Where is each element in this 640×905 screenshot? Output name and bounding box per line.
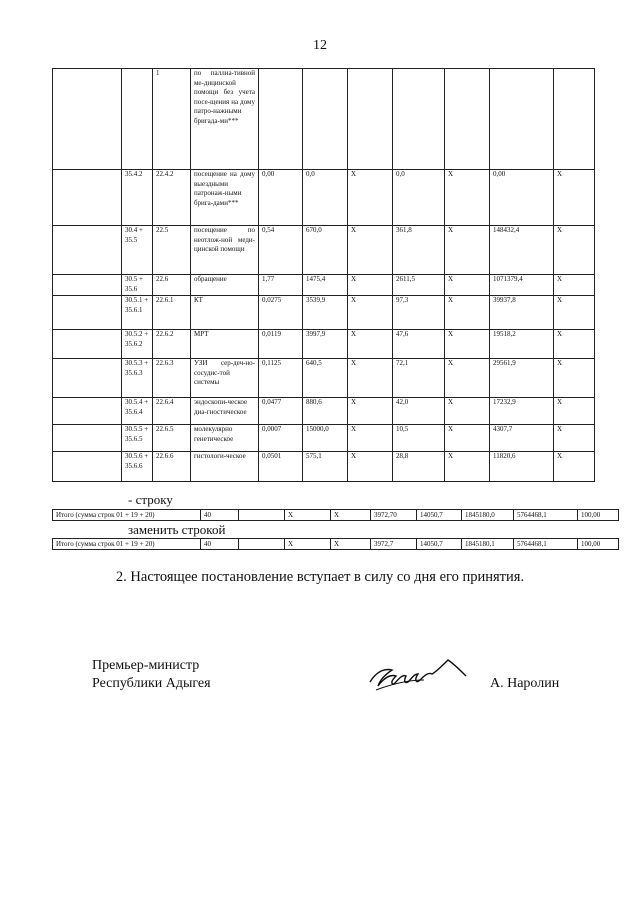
new-total-row — [52, 538, 619, 550]
table-cell — [53, 425, 122, 452]
table-cell: X — [348, 452, 393, 482]
table-cell: 0,0119 — [259, 330, 303, 359]
table-cell: X — [348, 170, 393, 226]
table-cell: посещение на дому выездными патронаж-ными брига-дами*** — [191, 170, 259, 226]
label-replace: заменить строкой — [128, 522, 226, 537]
total-cell: 1845180,0 — [462, 510, 514, 521]
table-cell — [53, 275, 122, 296]
table-cell: 15000,0 — [303, 425, 348, 452]
table-cell — [259, 69, 303, 170]
table-cell: 17232,9 — [490, 398, 554, 425]
table-cell: X — [445, 275, 490, 296]
signature-name: А. Наролин — [490, 676, 560, 691]
label-row: - строку — [128, 492, 173, 507]
table-cell: X — [348, 226, 393, 275]
total-cell: Итого (сумма строк 01 + 19 + 20) — [53, 510, 201, 521]
table-cell: X — [554, 398, 595, 425]
table-cell: 39937,8 — [490, 296, 554, 330]
total-cell: Итого (сумма строк 01 + 19 + 20) — [53, 539, 201, 550]
table-cell: 1 — [153, 69, 191, 170]
total-cell: 5764468,1 — [514, 539, 578, 550]
table-cell: посещение по неотлож-ной меди-цинской помощи — [191, 226, 259, 275]
table-cell: гистологи-ческое — [191, 452, 259, 482]
table-cell: 30.5 + 35.6 — [122, 275, 153, 296]
table-cell: X — [554, 226, 595, 275]
table-cell: 0,00 — [490, 170, 554, 226]
table-cell: УЗИ сер-деч-но-сосудис-той системы — [191, 359, 259, 398]
table-cell: X — [554, 296, 595, 330]
table-cell: X — [445, 170, 490, 226]
table-cell: 30.5.4 + 35.6.4 — [122, 398, 153, 425]
table-row — [53, 69, 595, 170]
table-cell: 1071379,4 — [490, 275, 554, 296]
table-cell: X — [445, 226, 490, 275]
table-cell: X — [348, 398, 393, 425]
total-cell — [239, 510, 285, 521]
table-cell — [53, 170, 122, 226]
table-cell — [490, 69, 554, 170]
table-cell: 30.5.5 + 35.6.5 — [122, 425, 153, 452]
table-row — [53, 330, 595, 359]
table-row — [53, 452, 595, 482]
old-total-row — [52, 509, 619, 521]
table-cell: X — [445, 425, 490, 452]
total-cell: 14050,7 — [417, 539, 462, 550]
table-cell: X — [445, 452, 490, 482]
table-cell: X — [445, 296, 490, 330]
table-cell: 30.5.1 + 35.6.1 — [122, 296, 153, 330]
table-cell: X — [348, 330, 393, 359]
table-cell — [122, 69, 153, 170]
table-cell: КТ — [191, 296, 259, 330]
table-cell: 0,0 — [393, 170, 445, 226]
table-cell: 575,1 — [303, 452, 348, 482]
total-cell: 100,00 — [578, 510, 619, 521]
table-cell: X — [554, 425, 595, 452]
table-cell: 3997,9 — [303, 330, 348, 359]
total-cell: X — [285, 539, 331, 550]
total-cell: 100,00 — [578, 539, 619, 550]
total-cell: 3972,7 — [371, 539, 417, 550]
total-cell: 40 — [201, 510, 239, 521]
table-cell: 30.5.3 + 35.6.3 — [122, 359, 153, 398]
table-cell — [554, 69, 595, 170]
table-cell: 22.6.3 — [153, 359, 191, 398]
table-cell: 29561,9 — [490, 359, 554, 398]
table-row — [53, 226, 595, 275]
table-cell: 0,0501 — [259, 452, 303, 482]
table-cell: МРТ — [191, 330, 259, 359]
table-cell: 670,0 — [303, 226, 348, 275]
table-cell: 22.6.6 — [153, 452, 191, 482]
table-row — [53, 425, 595, 452]
table-cell: 0,00 — [259, 170, 303, 226]
table-cell — [348, 69, 393, 170]
table-cell: 30.4 + 35.5 — [122, 226, 153, 275]
table-cell: 42,0 — [393, 398, 445, 425]
table-cell — [303, 69, 348, 170]
table-row — [53, 398, 595, 425]
table-cell: 28,8 — [393, 452, 445, 482]
table-cell: X — [445, 398, 490, 425]
signature-image — [362, 650, 472, 700]
table-cell: 0,0275 — [259, 296, 303, 330]
table-cell: молекулярно генетическое — [191, 425, 259, 452]
table-cell: 148432,4 — [490, 226, 554, 275]
services-table — [52, 68, 595, 482]
table-cell: 1475,4 — [303, 275, 348, 296]
table-cell: 22.6.2 — [153, 330, 191, 359]
total-cell: X — [285, 510, 331, 521]
table-cell: X — [554, 330, 595, 359]
table-cell: 97,3 — [393, 296, 445, 330]
table-cell: X — [348, 425, 393, 452]
table-cell: 22.6.1 — [153, 296, 191, 330]
total-cell: 5764468,1 — [514, 510, 578, 521]
table-cell: 47,6 — [393, 330, 445, 359]
table-cell: 30.5.2 + 35.6.2 — [122, 330, 153, 359]
table-cell: 2611,5 — [393, 275, 445, 296]
table-cell: 361,8 — [393, 226, 445, 275]
table-cell: 4307,7 — [490, 425, 554, 452]
table-cell: 19518,2 — [490, 330, 554, 359]
paragraph-2: 2. Настоящее постановление вступает в силу со дня его принятия. — [115, 569, 525, 585]
table-cell: 0,0477 — [259, 398, 303, 425]
signatory-line2: Республики Адыгея — [92, 676, 211, 691]
table-cell: X — [554, 275, 595, 296]
table-cell: 11820,6 — [490, 452, 554, 482]
table-cell: 0,1125 — [259, 359, 303, 398]
table-cell — [53, 226, 122, 275]
table-cell — [53, 359, 122, 398]
total-cell: 3972,70 — [371, 510, 417, 521]
total-cell: 1845180,1 — [462, 539, 514, 550]
table-cell: 22.6.5 — [153, 425, 191, 452]
table-cell — [53, 296, 122, 330]
table-cell — [53, 330, 122, 359]
table-cell: X — [554, 359, 595, 398]
table-cell: эндоскопи-ческое диа-гностическое — [191, 398, 259, 425]
table-cell: 1,77 — [259, 275, 303, 296]
total-cell: 40 — [201, 539, 239, 550]
total-cell: X — [331, 539, 371, 550]
table-cell: 35.4.2 — [122, 170, 153, 226]
total-cell: 14050,7 — [417, 510, 462, 521]
table-cell — [53, 69, 122, 170]
table-cell: X — [445, 359, 490, 398]
signatory-line1: Премьер-министр — [92, 658, 200, 673]
table-cell: 640,5 — [303, 359, 348, 398]
page-number: 12 — [313, 38, 327, 53]
total-cell — [239, 539, 285, 550]
table-cell: 30.5.6 + 35.6.6 — [122, 452, 153, 482]
table-cell: 22.6 — [153, 275, 191, 296]
table-cell: 22.6.4 — [153, 398, 191, 425]
total-cell: X — [331, 510, 371, 521]
table-cell: 22.4.2 — [153, 170, 191, 226]
table-cell: X — [445, 330, 490, 359]
table-row — [53, 296, 595, 330]
table-cell: по паллиа-тивной ме-дицинской помощи без учета посе-щения на дому патро-нажными бригада-ми*** — [191, 69, 259, 170]
table-cell: X — [348, 275, 393, 296]
table-cell — [393, 69, 445, 170]
table-cell: 0,0 — [303, 170, 348, 226]
table-cell: 880,6 — [303, 398, 348, 425]
table-row — [53, 275, 595, 296]
table-cell: 0,0007 — [259, 425, 303, 452]
table-cell: 72,1 — [393, 359, 445, 398]
table-row — [53, 170, 595, 226]
table-cell: 0,54 — [259, 226, 303, 275]
table-cell: X — [554, 452, 595, 482]
table-cell — [445, 69, 490, 170]
table-cell: X — [348, 296, 393, 330]
table-cell — [53, 398, 122, 425]
table-cell — [53, 452, 122, 482]
table-cell: 3539,9 — [303, 296, 348, 330]
table-cell: X — [554, 170, 595, 226]
table-cell: 22.5 — [153, 226, 191, 275]
table-cell: 10,5 — [393, 425, 445, 452]
table-cell: обращение — [191, 275, 259, 296]
table-cell: X — [348, 359, 393, 398]
table-row — [53, 359, 595, 398]
